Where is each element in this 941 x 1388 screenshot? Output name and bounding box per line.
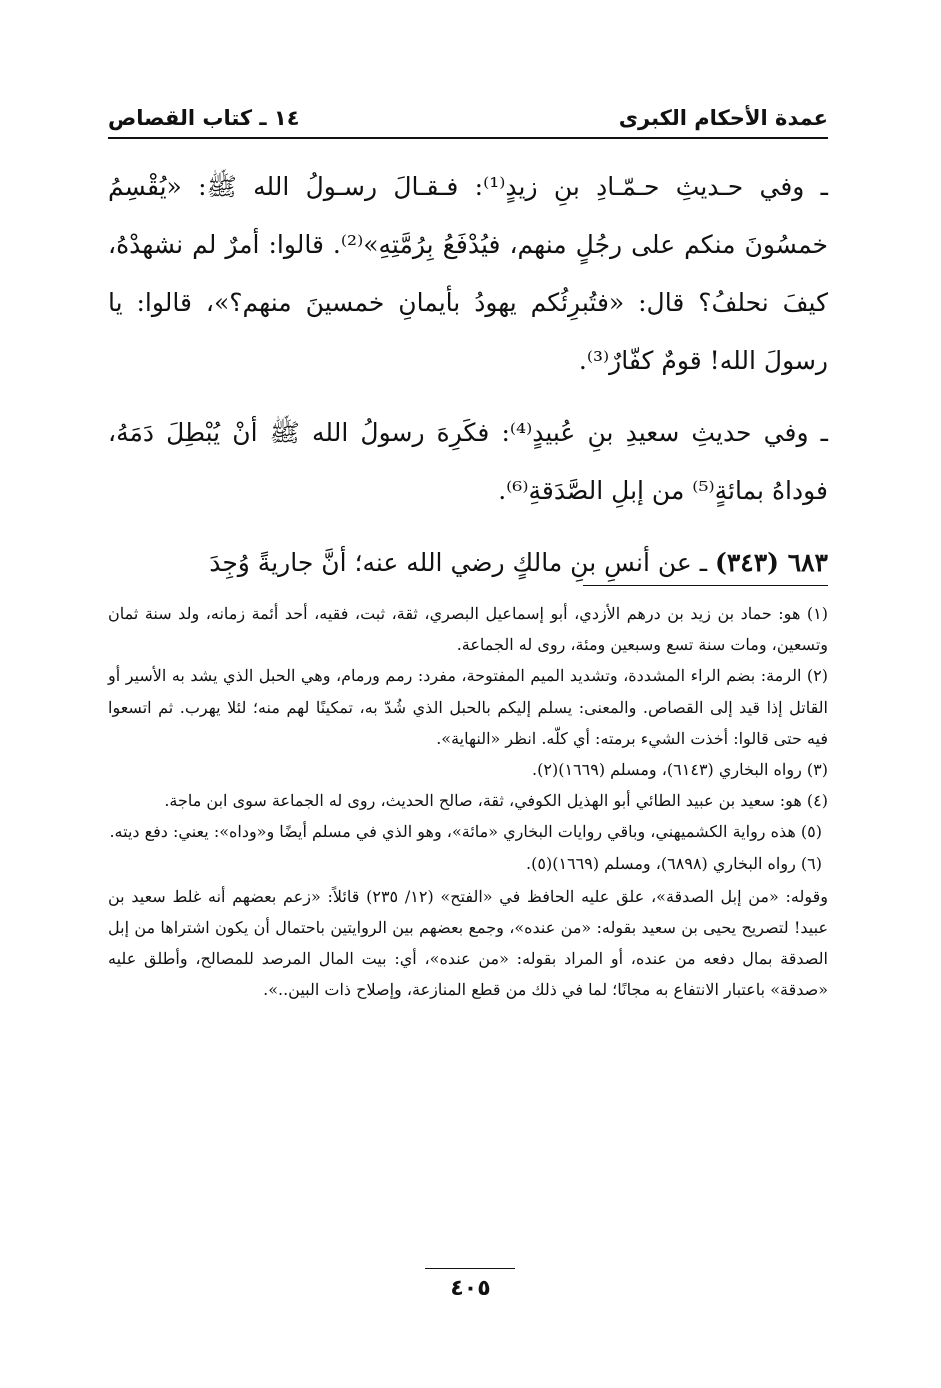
footnote-2: (٢) الرمة: بضم الراء المشددة، وتشديد الميم المفتوحة، مفرد: رمم ورمام، وهي الحبل الذي يشد به الأسير أو القاتل إذا قيد إلى القصاص. والمعنى: يسلم إليكم بالحبل الذي شُدّ به، تمكينًا لهم منه؛ لئلا يهرب. ثم اتسعوا فيه حتى قالوا: أخذت الشيء برمته: أي كلّه. انظر «النهاية».: [108, 666, 828, 748]
hadith-text: ـ عن أنسِ بنِ مالكٍ رضي الله عنه؛ أنَّ جاريةً وُجِدَ: [209, 548, 708, 577]
footnote-rule: [583, 585, 828, 586]
footnote-4: (٤) هو: سعيد بن عبيد الطائي أبو الهذيل الكوفي، ثقة، صالح الحديث، روى له الجماعة سوى ابن ماجة.: [164, 791, 828, 811]
footnote-6: (٦) رواه البخاري (٦٨٩٨)، ومسلم (١٦٦٩)(٥).: [526, 853, 822, 873]
footnotes: [108, 598, 828, 1006]
footnote-1: (١) هو: حماد بن زيد بن درهم الأزدي، أبو إسماعيل البصري، ثقة، ثبت، فقيه، أحد أئمة زمانه، ولد سنة ثمان وتسعين، ومات سنة تسع وسبعين ومئة، روى له الجماعة.: [108, 604, 828, 655]
footnote-5: (٥) هذه رواية الكشميهني، وباقي روايات البخاري «مائة»، وهو الذي في مسلم أيضًا و«وداه»: يعني: دفع ديته.: [109, 822, 822, 842]
paragraph-said: ـ وفي حديثِ سعيدِ بنِ عُبيدٍ⁽⁴⁾: فكَرِهَ رسولُ الله ﷺ أنْ يُبْطِلَ دَمَهُ، فوداهُ بمائةٍ⁽⁵⁾ من إبلِ الصَّدَقةِ⁽⁶⁾.: [108, 418, 828, 505]
header-rule: [108, 137, 828, 139]
page-number: ٤٠٥: [450, 1276, 491, 1301]
chapter-title: ١٤ ـ كتاب القصاص: [108, 106, 300, 130]
main-text: [108, 158, 828, 592]
hadith-683: [108, 534, 828, 592]
running-header: [108, 96, 828, 130]
page-number-rule: [425, 1268, 515, 1269]
hadith-number: ٦٨٣ (٣٤٣): [715, 548, 828, 577]
paragraph-hammad: ـ وفي حـديثِ حـمّـادِ بنِ زيدٍ⁽¹⁾: فـقـالَ رسـولُ الله ﷺ: «يُقْسِمُ خمسُونَ منكم على رجُلٍ منهم، فيُدْفَعُ بِرُمَّتِهِ»⁽²⁾. قالوا: أمرٌ لم نشهدْهُ، كيفَ نحلفُ؟ قال: «فتُبرِئُكم يهودُ بأيمانِ خمسينَ منهم؟»، قالوا: يا رسولَ الله! قومٌ كفّارٌ⁽³⁾.: [108, 172, 828, 375]
footnote-3: (٣) رواه البخاري (٦١٤٣)، ومسلم (١٦٦٩)(٢).: [532, 760, 828, 780]
footnote-6-commentary: وقوله: «من إبل الصدقة»، علق عليه الحافظ في «الفتح» (١٢/ ٢٣٥) قائلاً: «زعم بعضهم أنه غلط سعيد بن عبيد! لتصريح يحيى بن سعيد بقوله: «من عنده»، وجمع بعضهم بين الروايتين باحتمال أن يكون اشتراها من إبل الصدقة بمال دفعه من عنده، أو المراد بقوله: «من عنده»، أي: بيت المال المرصد للمصالح، وأطلق عليه «صدقة» باعتبار الانتفاع به مجانًا؛ لما في ذلك من قطع المنازعة، وإصلاح ذات البين..».: [108, 886, 829, 1000]
book-title: عمدة الأحكام الكبرى: [618, 106, 828, 130]
